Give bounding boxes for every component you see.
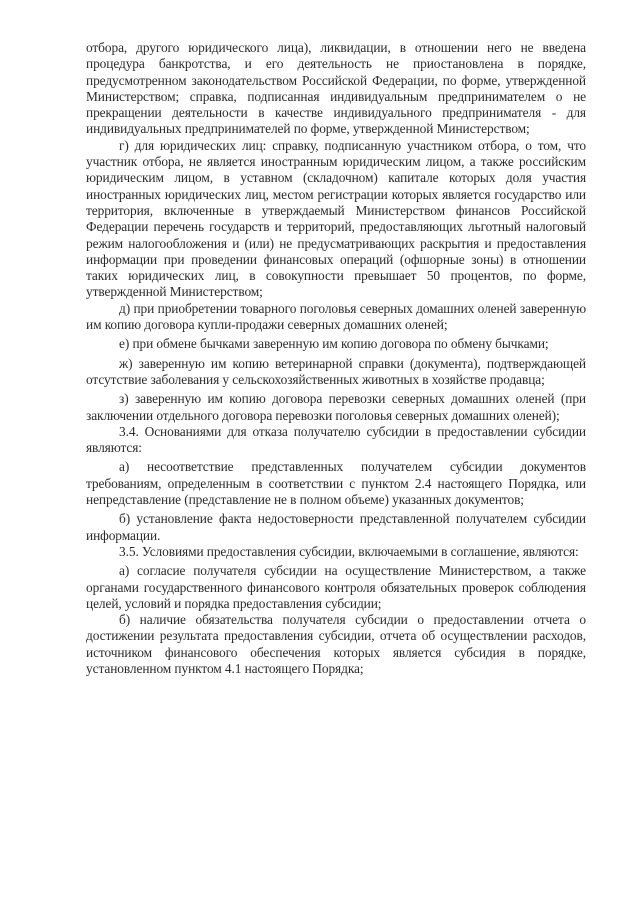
- paragraph-item-g: г) для юридических лиц: справку, подписанную участником отбора, о том, что участник отбора, не является иностранным юридическим лицом, а также российским юридическим лицом, в уставном (складочном) капитале которых доля участия иностранных юридических лиц, местом регистрации которых является государство или территория, включенные в утверждаемый Министерством финансов Российской Федерации перечень государств и территорий, предоставляющих льготный налоговый режим налогообложения и (или) не предусматривающих раскрытия и предоставления информации при проведении финансовых операций (офшорные зоны) в отношении таких юридических лиц, в совокупности превышает 50 процентов, по форме, утвержденной Министерством;: [86, 137, 586, 300]
- paragraph-item-d: д) при приобретении товарного поголовья северных домашних оленей заверенную им копию договора купли-продажи северных домашних оленей;: [86, 300, 586, 333]
- paragraph-section-3-4: 3.4. Основаниями для отказа получателю субсидии в предоставлении субсидии являются:: [86, 423, 586, 456]
- paragraph-item-e: е) при обмене бычками заверенную им копию договора по обмену бычками;: [119, 336, 549, 352]
- paragraph-item-z: з) заверенную им копию договора перевозки северных домашних оленей (при заключении отдельного договора перевозки поголовья северных домашних оленей);: [86, 391, 586, 423]
- paragraph-item-a-3-5: а) согласие получателя субсидии на осуществление Министерством, а также органами государственного финансового контроля обязательных проверок соблюдения целей, условий и порядка предоставления субсидии;: [86, 563, 586, 611]
- paragraph-item-a-3-4: а) несоответствие представленных получателем субсидии документов требованиям, определенным в соответствии с пунктом 2.4 настоящего Порядка, или непредставление (представление не в полном объеме) указанных документов;: [86, 459, 586, 508]
- paragraph-item-zh: ж) заверенную им копию ветеринарной справки (документа), подтверждающей отсутствие заболевания у сельскохозяйственных животных в хозяйстве продавца;: [86, 355, 586, 387]
- document-page: [86, 40, 586, 677]
- paragraph-continuation: отбора, другого юридического лица), ликвидации, в отношении него не введена процедура банкротства, и его деятельность не приостановлена в порядке, предусмотренном законодательством Российской Федерации, по форме, утвержденной Министерством; справка, подписанная индивидуальным предпринимателем о не прекращении деятельности в качестве индивидуального предпринимателя - для индивидуальных предпринимателей по форме, утвержденной Министерством;: [86, 40, 586, 137]
- paragraph-section-3-5: 3.5. Условиями предоставления субсидии, включаемыми в соглашение, являются:: [119, 543, 579, 559]
- paragraph-item-b-3-4: б) установление факта недостоверности представленной получателем субсидии информации.: [86, 511, 586, 543]
- paragraph-item-b-3-5: б) наличие обязательства получателя субсидии о предоставлении отчета о достижении результата предоставления субсидии, отчета об осуществлении расходов, источником финансового обеспечения которых является субсидия в порядке, установленном пунктом 4.1 настоящего Порядка;: [86, 612, 586, 676]
